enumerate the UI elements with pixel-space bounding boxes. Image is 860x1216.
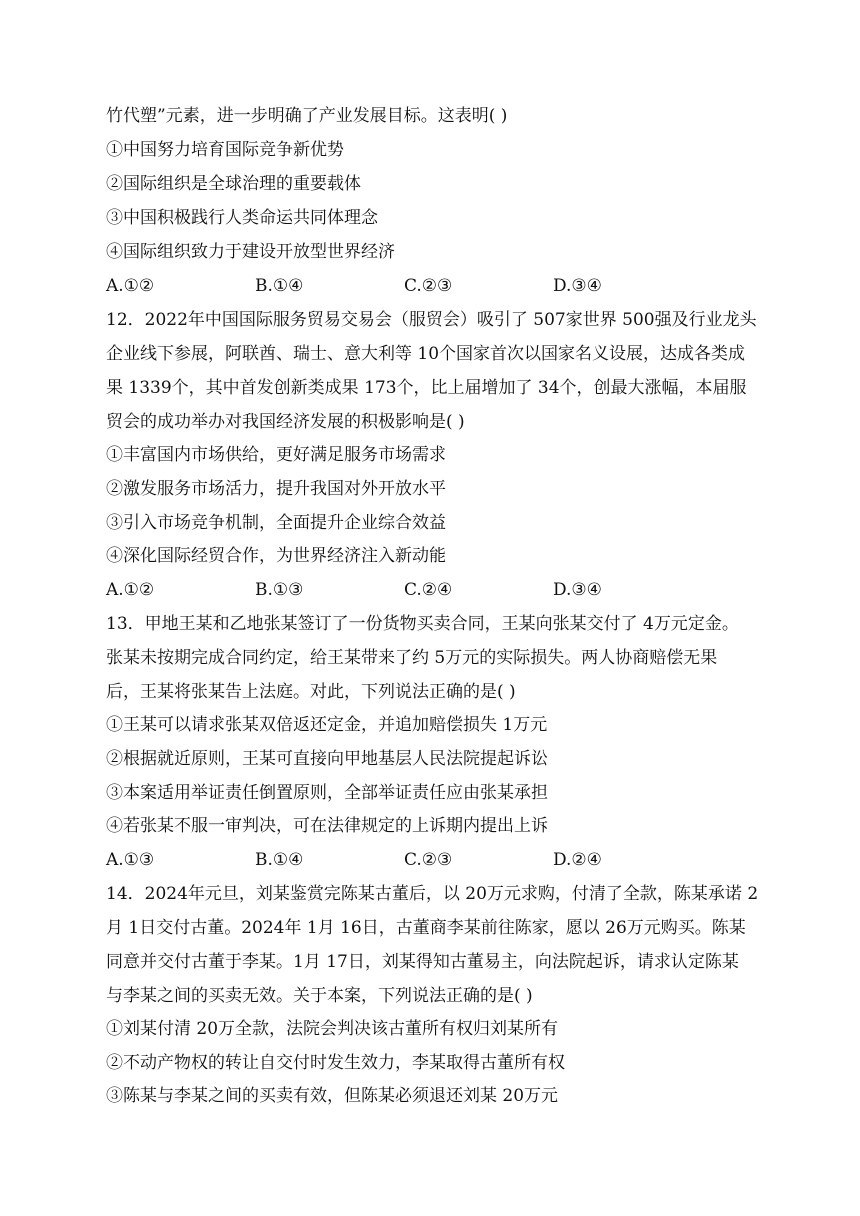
q13-stem-line-2: 张某未按期完成合同约定，给王某带来了约 5万元的实际损失。两人协商赔偿无果: [106, 648, 718, 668]
q13-option-b: B.①④: [255, 850, 304, 870]
q12-option-d: D.③④: [553, 580, 602, 600]
q14-statement-2: ②不动产物权的转让自交付时发生效力，李某取得古董所有权: [106, 1053, 565, 1073]
q11-intro-tail: 竹代塑”元素，进一步明确了产业发展目标。这表明( ): [106, 106, 508, 126]
q11-statement-2: ②国际组织是全球治理的重要载体: [106, 174, 361, 194]
q12-option-b: B.①③: [255, 580, 304, 600]
q14-stem-line-3: 同意并交付古董于李某。1月 17日，刘某得知古董易主，向法院起诉，请求认定陈某: [106, 952, 739, 972]
q11-option-c: C.②③: [404, 276, 453, 296]
q12-statement-3: ③引入市场竞争机制，全面提升企业综合效益: [106, 513, 446, 533]
q12-stem-line-2: 企业线下参展，阿联酋、瑞士、意大利等 10个国家首次以国家名义设展，达成各类成: [106, 344, 746, 364]
q13-option-a: A.①③: [106, 850, 155, 870]
q13-statement-3: ③本案适用举证责任倒置原则，全部举证责任应由张某承担: [106, 783, 548, 803]
q14-stem-line-2: 月 1日交付古董。2024年 1月 16日，古董商李某前往陈家，愿以 26万元购买。陈某: [106, 918, 746, 938]
q12-stem-line-1: 12．2022年中国国际服务贸易交易会（服贸会）吸引了 507家世界 500强及行业龙头: [106, 310, 757, 330]
q13-statement-4: ④若张某不服一审判决，可在法律规定的上诉期内提出上诉: [106, 816, 548, 836]
q14-statement-3: ③陈某与李某之间的买卖有效，但陈某必须退还刘某 20万元: [106, 1086, 559, 1106]
q12-stem-line-4: 贸会的成功举办对我国经济发展的积极影响是( ): [106, 412, 465, 432]
q11-option-a: A.①②: [106, 276, 155, 296]
q13-stem-line-1: 13．甲地王某和乙地张某签订了一份货物买卖合同，王某向张某交付了 4万元定金。: [106, 614, 739, 634]
q13-stem-line-3: 后，王某将张某告上法庭。对此，下列说法正确的是( ): [106, 682, 516, 702]
q11-option-d: D.③④: [553, 276, 602, 296]
q11-option-b: B.①④: [255, 276, 304, 296]
q12-stem-line-3: 果 1339个，其中首发创新类成果 173个，比上届增加了 34个，创最大涨幅，本届服: [106, 378, 747, 398]
q14-statement-1: ①刘某付清 20万全款，法院会判决该古董所有权归刘某所有: [106, 1019, 559, 1039]
q12-statement-1: ①丰富国内市场供给，更好满足服务市场需求: [106, 445, 446, 465]
q13-statement-1: ①王某可以请求张某双倍返还定金，并追加赔偿损失 1万元: [106, 715, 548, 735]
q12-option-c: C.②④: [404, 580, 453, 600]
q14-stem-line-1: 14．2024年元旦，刘某鉴赏完陈某古董后，以 20万元求购，付清了全款，陈某承诺 2: [106, 884, 759, 904]
q13-option-c: C.②③: [404, 850, 453, 870]
q12-statement-2: ②激发服务市场活力，提升我国对外开放水平: [106, 479, 446, 499]
q12-option-a: A.①②: [106, 580, 155, 600]
q13-option-d: D.②④: [553, 850, 602, 870]
q11-statement-3: ③中国积极践行人类命运共同体理念: [106, 208, 378, 228]
q14-stem-line-4: 与李某之间的买卖无效。关于本案，下列说法正确的是( ): [106, 986, 533, 1006]
q13-statement-2: ②根据就近原则，王某可直接向甲地基层人民法院提起诉讼: [106, 749, 548, 769]
q11-statement-4: ④国际组织致力于建设开放型世界经济: [106, 242, 395, 262]
q12-statement-4: ④深化国际经贸合作，为世界经济注入新动能: [106, 546, 446, 566]
q11-statement-1: ①中国努力培育国际竞争新优势: [106, 140, 344, 160]
